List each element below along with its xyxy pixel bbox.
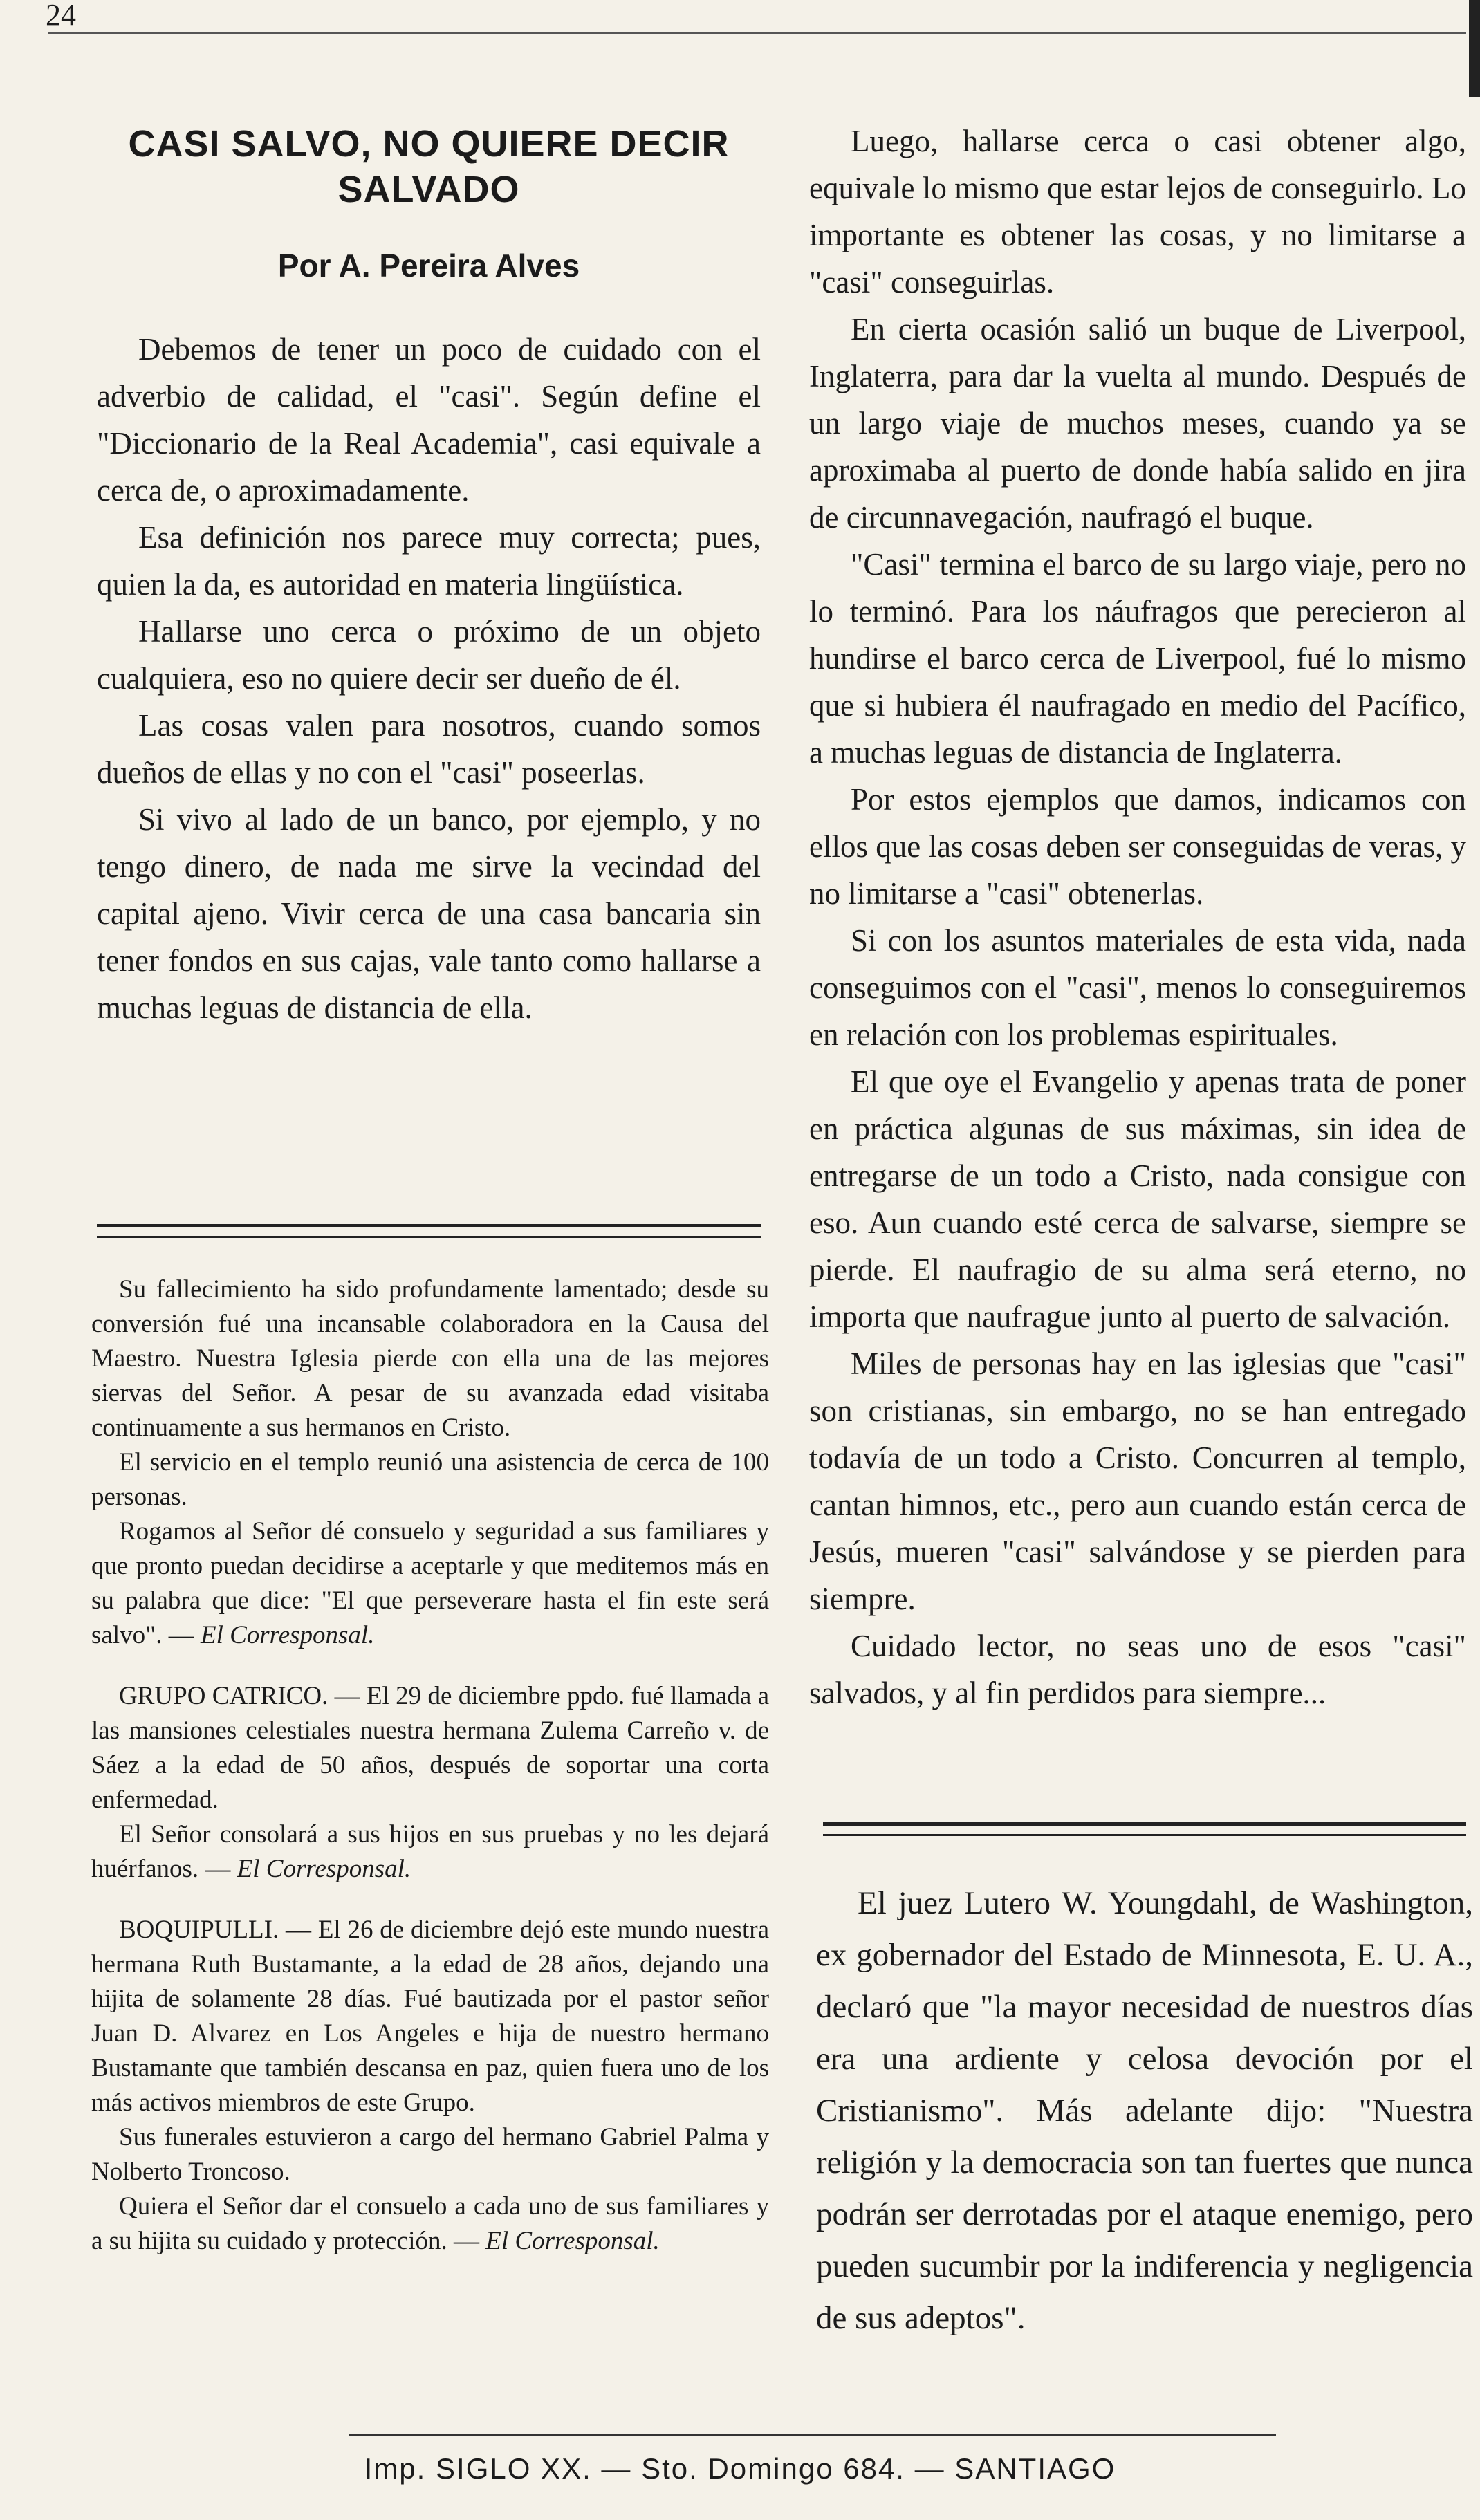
footer-rule: [349, 2434, 1276, 2436]
correspondent-signature: El Corresponsal.: [485, 2227, 660, 2255]
news-paragraph: [91, 1817, 769, 1887]
article-paragraph: Si con los asuntos materiales de esta vida, nada conseguimos con el "casi", menos lo conseguiremos en relación con los problemas espirituales.: [809, 923, 1466, 1052]
article-title: CASI SALVO, NO QUIERE DECIR SALVADO: [128, 123, 730, 210]
article-paragraph: El que oye el Evangelio y apenas trata de poner en práctica algunas de sus máximas, sin idea de entregarse de un todo a Cristo, nada consigue con eso. Aun cuando esté cerca de salvarse, siempre se pierde. El naufragio de su alma será eterno, no importa que naufrague junto al puerto de salvación.: [809, 1064, 1466, 1334]
top-rule: [48, 32, 1466, 34]
news-paragraph: [91, 2189, 769, 2259]
page-number: 24: [46, 0, 76, 32]
article-paragraph: Hallarse uno cerca o próximo de un objeto cualquiera, eso no quiere decir ser dueño de él.: [97, 614, 761, 696]
news-spacer: [91, 1653, 769, 1679]
correspondent-signature: El Corresponsal.: [200, 1621, 375, 1649]
article-paragraph: "Casi" termina el barco de su largo viaje, pero no lo terminó. Para los náufragos que perecieron al hundirse el barco cerca de Liverpool, fué lo mismo que si hubiera él naufragado en medio del Pacífico, a muchas leguas de distancia de Inglaterra.: [809, 547, 1466, 770]
article-paragraph: Cuidado lector, no seas uno de esos "casi" salvados, y al fin perdidos para siempre...: [809, 1629, 1466, 1710]
printer-imprint: Imp. SIGLO XX. — Sto. Domingo 684. — SANTIAGO: [364, 2452, 1116, 2485]
article-byline: Por A. Pereira Alves: [277, 248, 580, 284]
section-divider-right: [823, 1822, 1466, 1836]
article-paragraph: Miles de personas hay en las iglesias que "casi" son cristianas, sin embargo, no se han entregado todavía de un todo a Cristo. Concurren al templo, cantan himnos, etc., pero aun cuando están cerca de Jesús, mueren "casi" salvándose y se pierden para siempre.: [809, 1346, 1466, 1616]
article-right-column: [809, 118, 1466, 1716]
correspondent-signature: El Corresponsal.: [237, 1855, 411, 1883]
news-text: Rogamos al Señor dé consuelo y seguridad a sus familiares y que pronto puedan decidirse a aceptarle y que meditemos más en su palabra que dice: "El que perseverare hasta el fin este será salvo". —: [91, 1517, 769, 1649]
scan-edge-shadow: [1469, 0, 1480, 97]
news-paragraph: El servicio en el templo reunió una asistencia de cerca de 100 personas.: [91, 1448, 769, 1511]
article-paragraph: Debemos de tener un poco de cuidado con el adverbio de calidad, el "casi". Según define el "Diccionario de la Real Academia", casi equivale a cerca de, o aproximadamente.: [97, 332, 761, 508]
article-paragraph: Por estos ejemplos que damos, indicamos con ellos que las cosas deben ser conseguidas de veras, y no limitarse a "casi" obtenerlas.: [809, 782, 1466, 911]
news-paragraph: GRUPO CATRICO. — El 29 de diciembre ppdo. fué llamada a las mansiones celestiales nuestra hermana Zulema Carreño v. de Sáez a la edad de 50 años, después de soportar una corta enfermedad.: [91, 1682, 769, 1814]
church-news-column: [91, 1272, 769, 2259]
news-text: Quiera el Señor dar el consuelo a cada uno de sus familiares y a su hijita su cuidado y protección. —: [91, 2192, 769, 2255]
article-paragraph: Esa definición nos parece muy correcta; pues, quien la da, es autoridad en materia lingüística.: [97, 520, 761, 602]
news-paragraph: [91, 1514, 769, 1653]
article-paragraph: Las cosas valen para nosotros, cuando somos dueños de ellas y no con el "casi" poseerlas.: [97, 708, 761, 790]
news-paragraph: Su fallecimiento ha sido profundamente lamentado; desde su conversión fué una incansable colaboradora en la Causa del Maestro. Nuestra Iglesia pierde con ella una de las mejores siervas del Señor. A pesar de su avanzada edad visitaba continuamente a sus hermanos en Cristo.: [91, 1275, 769, 1442]
news-paragraph: Sus funerales estuvieron a cargo del hermano Gabriel Palma y Nolberto Troncoso.: [91, 2123, 769, 2186]
article-paragraph: En cierta ocasión salió un buque de Liverpool, Inglaterra, para dar la vuelta al mundo. Después de un largo viaje de muchos meses, cuando ya se aproximaba al puerto de donde había salido en jira de circunnavegación, naufragó el buque.: [809, 312, 1466, 535]
news-text: El Señor consolará a sus hijos en sus pruebas y no les dejará huérfanos. —: [91, 1820, 769, 1883]
article-paragraph: Luego, hallarse cerca o casi obtener algo, equivale lo mismo que estar lejos de conseguirlo. Lo importante es obtener las cosas, y no limitarse a "casi" conseguirlas.: [809, 124, 1466, 299]
article-paragraph: Si vivo al lado de un banco, por ejemplo, y no tengo dinero, de nada me sirve la vecindad del capital ajeno. Vivir cerca de una casa bancaria sin tener fondos en sus cajas, vale tanto como hallarse a muchas leguas de distancia de ella.: [97, 802, 761, 1025]
youngdahl-quote: [816, 1878, 1473, 2344]
news-paragraph: BOQUIPULLI. — El 26 de diciembre dejó este mundo nuestra hermana Ruth Bustamante, a la edad de 28 años, dejando una hijita de solamente 28 días. Fué bautizada por el pastor señor Juan D. Alvarez en Los Angeles e hija de nuestro hermano Bustamante que también descansa en paz, quien fuera uno de los más activos miembros de este Grupo.: [91, 1916, 769, 2117]
quote-paragraph: El juez Lutero W. Youngdahl, de Washington, ex gobernador del Estado de Minnesota, E. U. A., declaró que "la mayor necesidad de nuestros días era una ardiente y celosa devoción por el Cristianismo". Más adelante dijo: "Nuestra religión y la democracia son tan fuertes que nunca podrán ser derrotadas por el ataque enemigo, pero pueden sucumbir por la indiferencia y negligencia de sus adeptos".: [816, 1885, 1473, 2336]
article-left-column: [97, 121, 761, 1031]
news-spacer: [91, 1887, 769, 1913]
section-divider-left: [97, 1224, 761, 1238]
